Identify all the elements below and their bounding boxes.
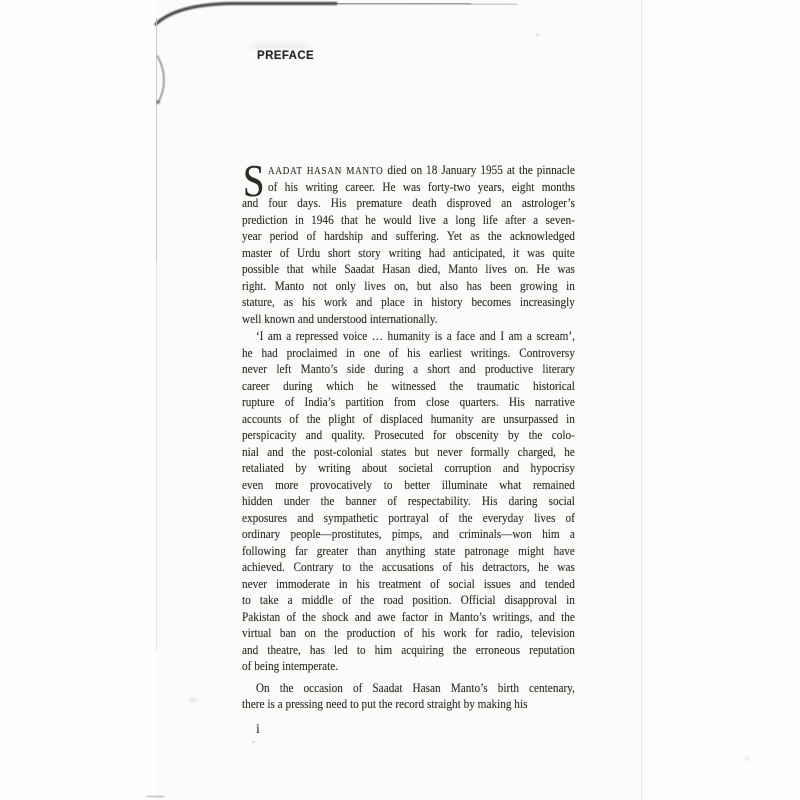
text-line: Pakistan of the shock and awe factor in Manto’s writings, and the bbox=[242, 608, 575, 624]
text-line: prediction in 1946 that he would live a long life after a seven- bbox=[242, 211, 575, 227]
text-line: of his writing career. He was forty-two years, eight months bbox=[268, 178, 575, 194]
text-line: career during which he witnessed the traumatic historical bbox=[242, 377, 575, 393]
text-line: there is a pressing need to put the record straight by making his bbox=[242, 696, 528, 711]
text-line: never immoderate in his treatment of social issues and tended bbox=[242, 575, 575, 591]
text-line: exposures and sympathetic portrayal of the everyday lives of bbox=[242, 509, 575, 525]
text-line: perspicacity and quality. Prosecuted for obscenity by the colo- bbox=[242, 427, 575, 442]
text-line: achieved. Contrary to the accusations of his detractors, he was bbox=[242, 559, 575, 574]
preface-text bbox=[242, 156, 575, 713]
text-line: year period of hardship and suffering. Yet as the acknowledged bbox=[242, 228, 575, 243]
text-line: master of Urdu short story writing had anticipated, it was quite bbox=[242, 244, 575, 260]
chapter-heading: PREFACE bbox=[257, 50, 315, 62]
text-line: even more provocatively to better illuminate what remained bbox=[242, 476, 575, 492]
text-line: hidden under the banner of respectability. His daring social bbox=[242, 493, 575, 508]
dust-speck bbox=[252, 741, 255, 743]
text-line: accounts of the plight of displaced humanity are unsurpassed in bbox=[242, 410, 575, 426]
text-line: stature, as his work and place in history becomes increasingly bbox=[242, 294, 575, 309]
paragraph bbox=[242, 680, 575, 713]
page-number: i bbox=[256, 722, 260, 737]
text-line: On the occasion of Saadat Hasan Manto’s birth centenary, bbox=[255, 679, 575, 695]
text-line: AADAT HASAN MANTO died on 18 January 1955 at the pinnacle bbox=[268, 162, 575, 177]
paragraph bbox=[242, 162, 575, 327]
text-line: possible that while Saadat Hasan died, Manto lives on. He was bbox=[242, 261, 575, 276]
small-caps-lead: AADAT HASAN MANTO bbox=[268, 166, 384, 177]
text-line: rupture of India’s partition from close quarters. His narrative bbox=[242, 394, 575, 409]
drop-cap: S bbox=[242, 156, 265, 206]
text-line: never left Manto’s side during a short and productive literary bbox=[242, 361, 575, 376]
dust-speck bbox=[536, 34, 539, 36]
text-line: retaliated by writing about societal corruption and hypocrisy bbox=[242, 460, 575, 475]
text-line: ordinary people—prostitutes, pimps, and criminals—won him a bbox=[242, 526, 575, 541]
text-line: ‘I am a repressed voice … humanity is a face and I am a scream’, bbox=[255, 328, 575, 343]
text-line: and theatre, has led to him acquiring the erroneous reputation bbox=[242, 641, 575, 657]
text-line: he had proclaimed in one of his earliest writings. Controversy bbox=[242, 344, 575, 360]
text-line: nial and the post-colonial states but never formally charged, he bbox=[242, 443, 575, 459]
text-line: virtual ban on the production of his work for radio, television bbox=[242, 625, 575, 640]
ink-ghost-smudge bbox=[253, 43, 307, 50]
dust-speck bbox=[744, 756, 750, 761]
text-line: to take a middle of the road position. Official disapproval in bbox=[242, 592, 575, 607]
text-line: right. Manto not only lives on, but also has been growing in bbox=[242, 277, 575, 293]
text-line: of being intemperate. bbox=[242, 658, 339, 673]
paragraph bbox=[242, 328, 575, 675]
text-line: and four days. His premature death disproved an astrologer’s bbox=[242, 195, 575, 210]
dust-speck bbox=[188, 698, 197, 702]
text-line: well known and understood internationally. bbox=[242, 310, 438, 326]
text-line: following far greater than anything state patronage might have bbox=[242, 542, 575, 558]
